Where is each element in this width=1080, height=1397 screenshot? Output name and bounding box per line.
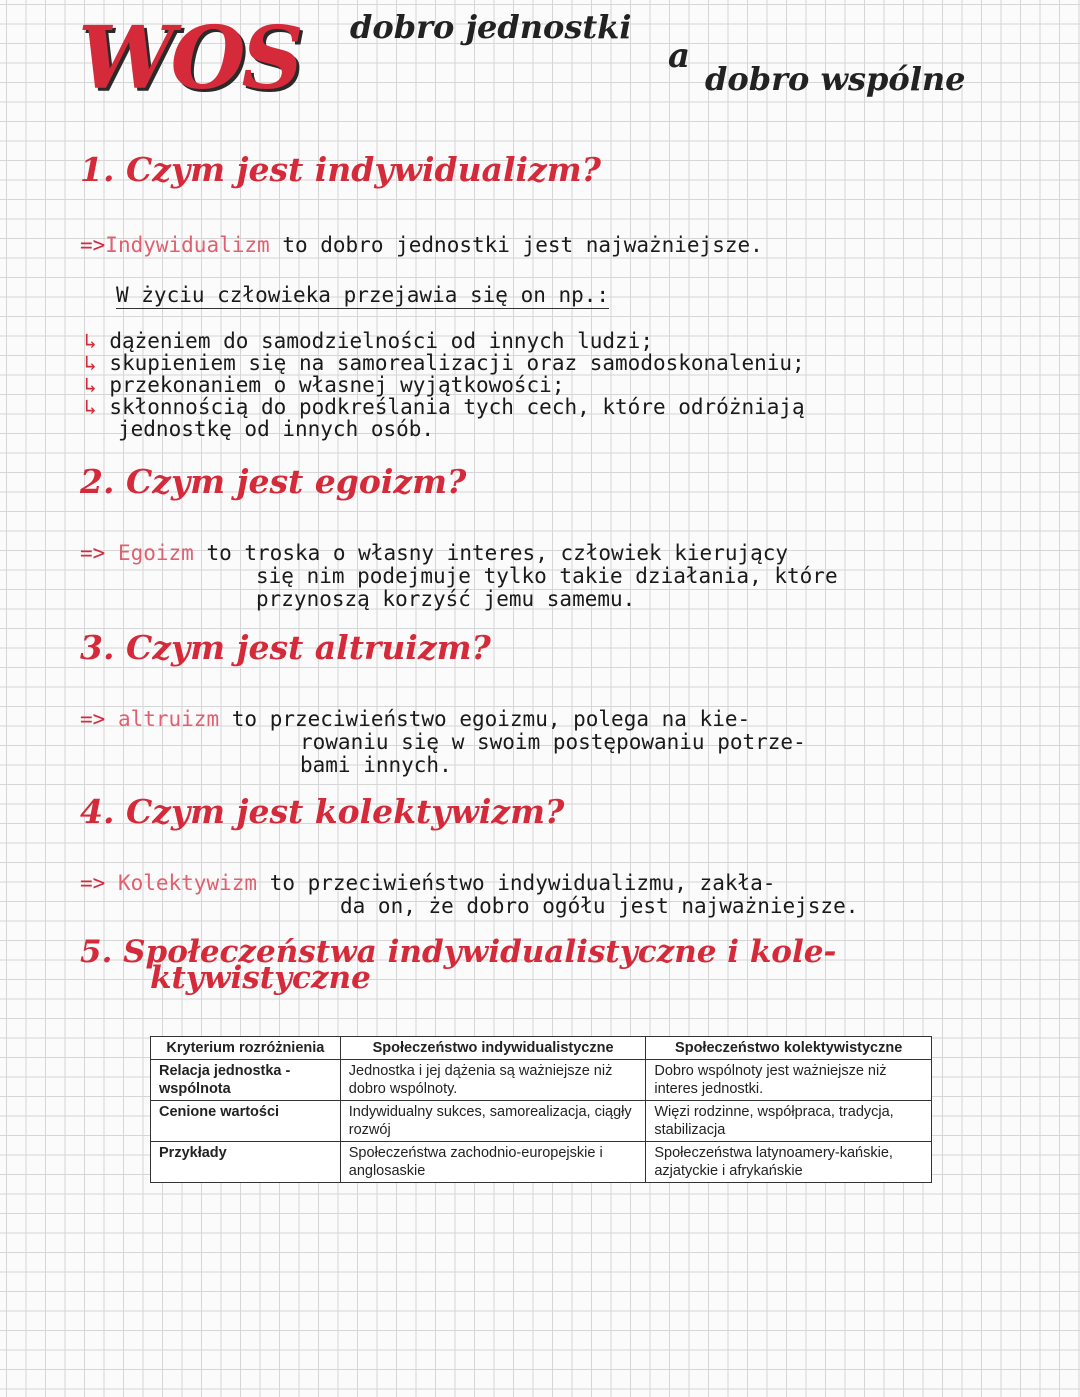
underlined-text: W życiu człowieka przejawia się on np.: [116,283,610,307]
table-header-cell: Kryterium rozróżnienia [151,1037,341,1060]
table-row [151,1142,932,1183]
section-3-definition: => altruizm to przeciwieństwo egoizmu, polega na kie- rowaniu się w swoim postępowaniu potrze- bami innych. [80,707,806,777]
page-title-logo: WOS [78,8,300,109]
table-header-cell: Społeczeństwo indywidualistyczne [340,1037,646,1060]
section-4-heading: 4. Czym jest kolektywizm? [80,792,565,831]
table-cell: Indywidualny sukces, samorealizacja, ciągły rozwój [340,1101,646,1142]
table-cell: Cenione wartości [151,1101,341,1142]
section-4-definition: => Kolektywizm to przeciwieństwo indywidualizmu, zakła- da on, że dobro ogółu jest najważniejsze. [80,871,859,918]
bullet-arrow-icon: ↳ [84,329,97,353]
term-indywidualizm: Indywidualizm [105,233,270,257]
arrow-icon: => [80,871,106,895]
comparison-table [150,1036,932,1183]
subtitle-conjunction: a [668,36,691,76]
table-cell: Przykłady [151,1142,341,1183]
bullet-arrow-icon: ↳ [84,373,97,397]
list-item: ↳ skupieniem się na samorealizacji oraz samodoskonaleniu; [84,351,805,375]
arrow-icon: => [80,233,106,257]
table-cell: Relacja jednostka - wspólnota [151,1060,341,1101]
section-1-bullet-list [84,330,805,440]
table-cell: Społeczeństwa latynoamery-kańskie, azjatyckie i afrykańskie [646,1142,932,1183]
arrow-icon: => [80,541,106,565]
term-egoizm: Egoizm [117,541,194,565]
subtitle-part-1: dobro jednostki [350,8,632,46]
table-cell: Więzi rodzinne, współpraca, tradycja, stabilizacja [646,1101,932,1142]
section-2-heading: 2. Czym jest egoizm? [80,462,467,501]
section-1-heading: 1. Czym jest indywidualizm? [80,150,602,189]
list-item: ↳ przekonaniem o własnej wyjątkowości; [84,373,565,397]
list-item-continuation: jednostkę od innych osób. [118,417,435,441]
section-1-intro-line [116,284,609,307]
table-header-row [151,1037,932,1060]
bullet-arrow-icon: ↳ [84,395,97,419]
list-item: ↳ dążeniem do samodzielności od innych ludzi; [84,329,653,353]
term-altruizm: altruizm [117,707,220,731]
arrow-icon: => [80,707,106,731]
list-item: ↳ skłonnością do podkreślania tych cech, które odróżniają [84,395,805,419]
table-cell: Społeczeństwa zachodnio-europejskie i anglosaskie [340,1142,646,1183]
section-5-heading-continuation: ktywistyczne [150,960,371,996]
table-cell: Jednostka i jej dążenia są ważniejsze niż dobro wspólnoty. [340,1060,646,1101]
subtitle-part-2: dobro wspólne [705,60,966,98]
section-5-heading: 5. Społeczeństwa indywidualistyczne i kole- [80,934,837,970]
section-1-definition [80,234,763,257]
section-3-heading: 3. Czym jest altruizm? [80,628,491,667]
bullet-arrow-icon: ↳ [84,351,97,375]
table-cell: Dobro wspólnoty jest ważniejsze niż interes jednostki. [646,1060,932,1101]
table-row [151,1101,932,1142]
definition-text: to dobro jednostki jest najważniejsze. [282,233,763,257]
section-2-definition: => Egoizm to troska o własny interes, człowiek kierujący się nim podejmuje tylko takie działania, które przynoszą korzyść jemu samemu. [80,541,838,611]
term-kolektywizm: Kolektywizm [117,871,258,895]
table-header-cell: Społeczeństwo kolektywistyczne [646,1037,932,1060]
table-row [151,1060,932,1101]
